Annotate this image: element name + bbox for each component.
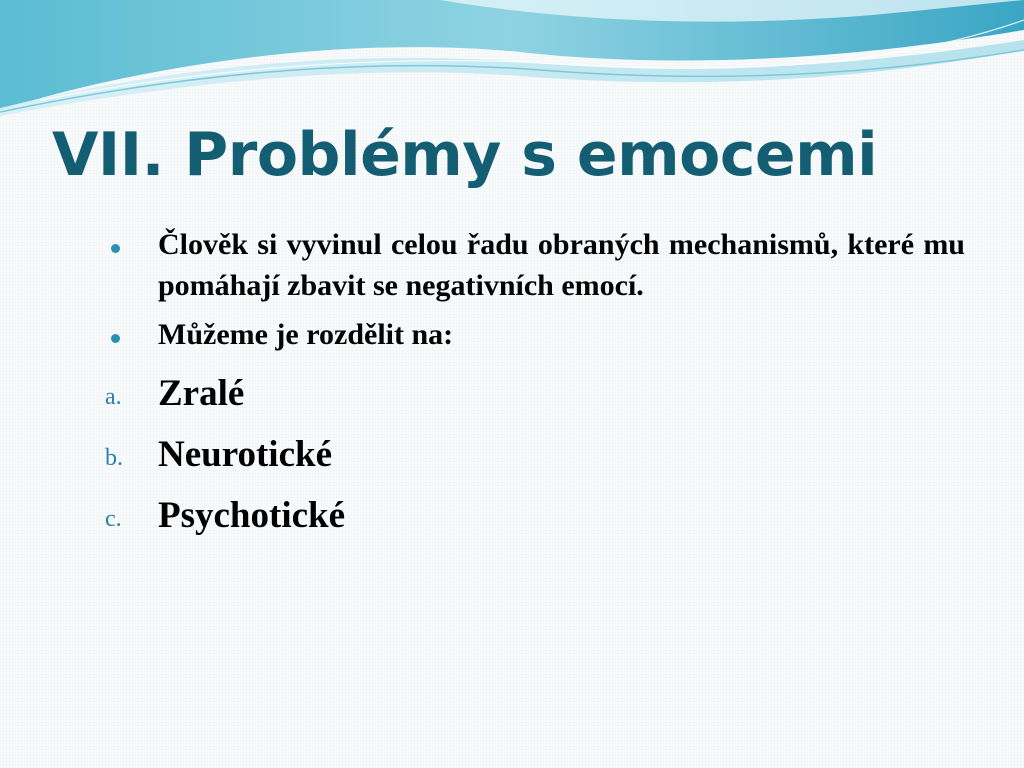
- list-item: [105, 487, 965, 548]
- slide-title: VII. Problémy s emocemi: [52, 120, 878, 190]
- list-item-text: Psychotické: [158, 495, 346, 536]
- bullet-marker: [105, 224, 158, 258]
- bullet-text: Člověk si vyvinul celou řadu obraných mechanismů, které mu pomáhají zbavit se negativních emocí.: [158, 228, 965, 302]
- bullet-dot-icon: [111, 244, 120, 253]
- bullet-text: Můžeme je rozdělit na:: [158, 318, 454, 351]
- bullet-marker: [105, 314, 158, 348]
- wave-band-main: [0, 0, 1024, 110]
- bullet-item: [105, 314, 965, 355]
- list-marker: c.: [105, 506, 122, 532]
- list-item: [105, 365, 965, 426]
- list-item-text: Neurotické: [158, 434, 332, 475]
- list-marker: a.: [105, 384, 122, 410]
- slide-content: [105, 224, 965, 548]
- decorative-wave-header: [0, 0, 1024, 130]
- list-marker: b.: [105, 445, 123, 471]
- bullet-item: [105, 224, 965, 306]
- bullet-dot-icon: [111, 334, 120, 343]
- list-item: [105, 426, 965, 487]
- list-item-text: Zralé: [158, 373, 245, 414]
